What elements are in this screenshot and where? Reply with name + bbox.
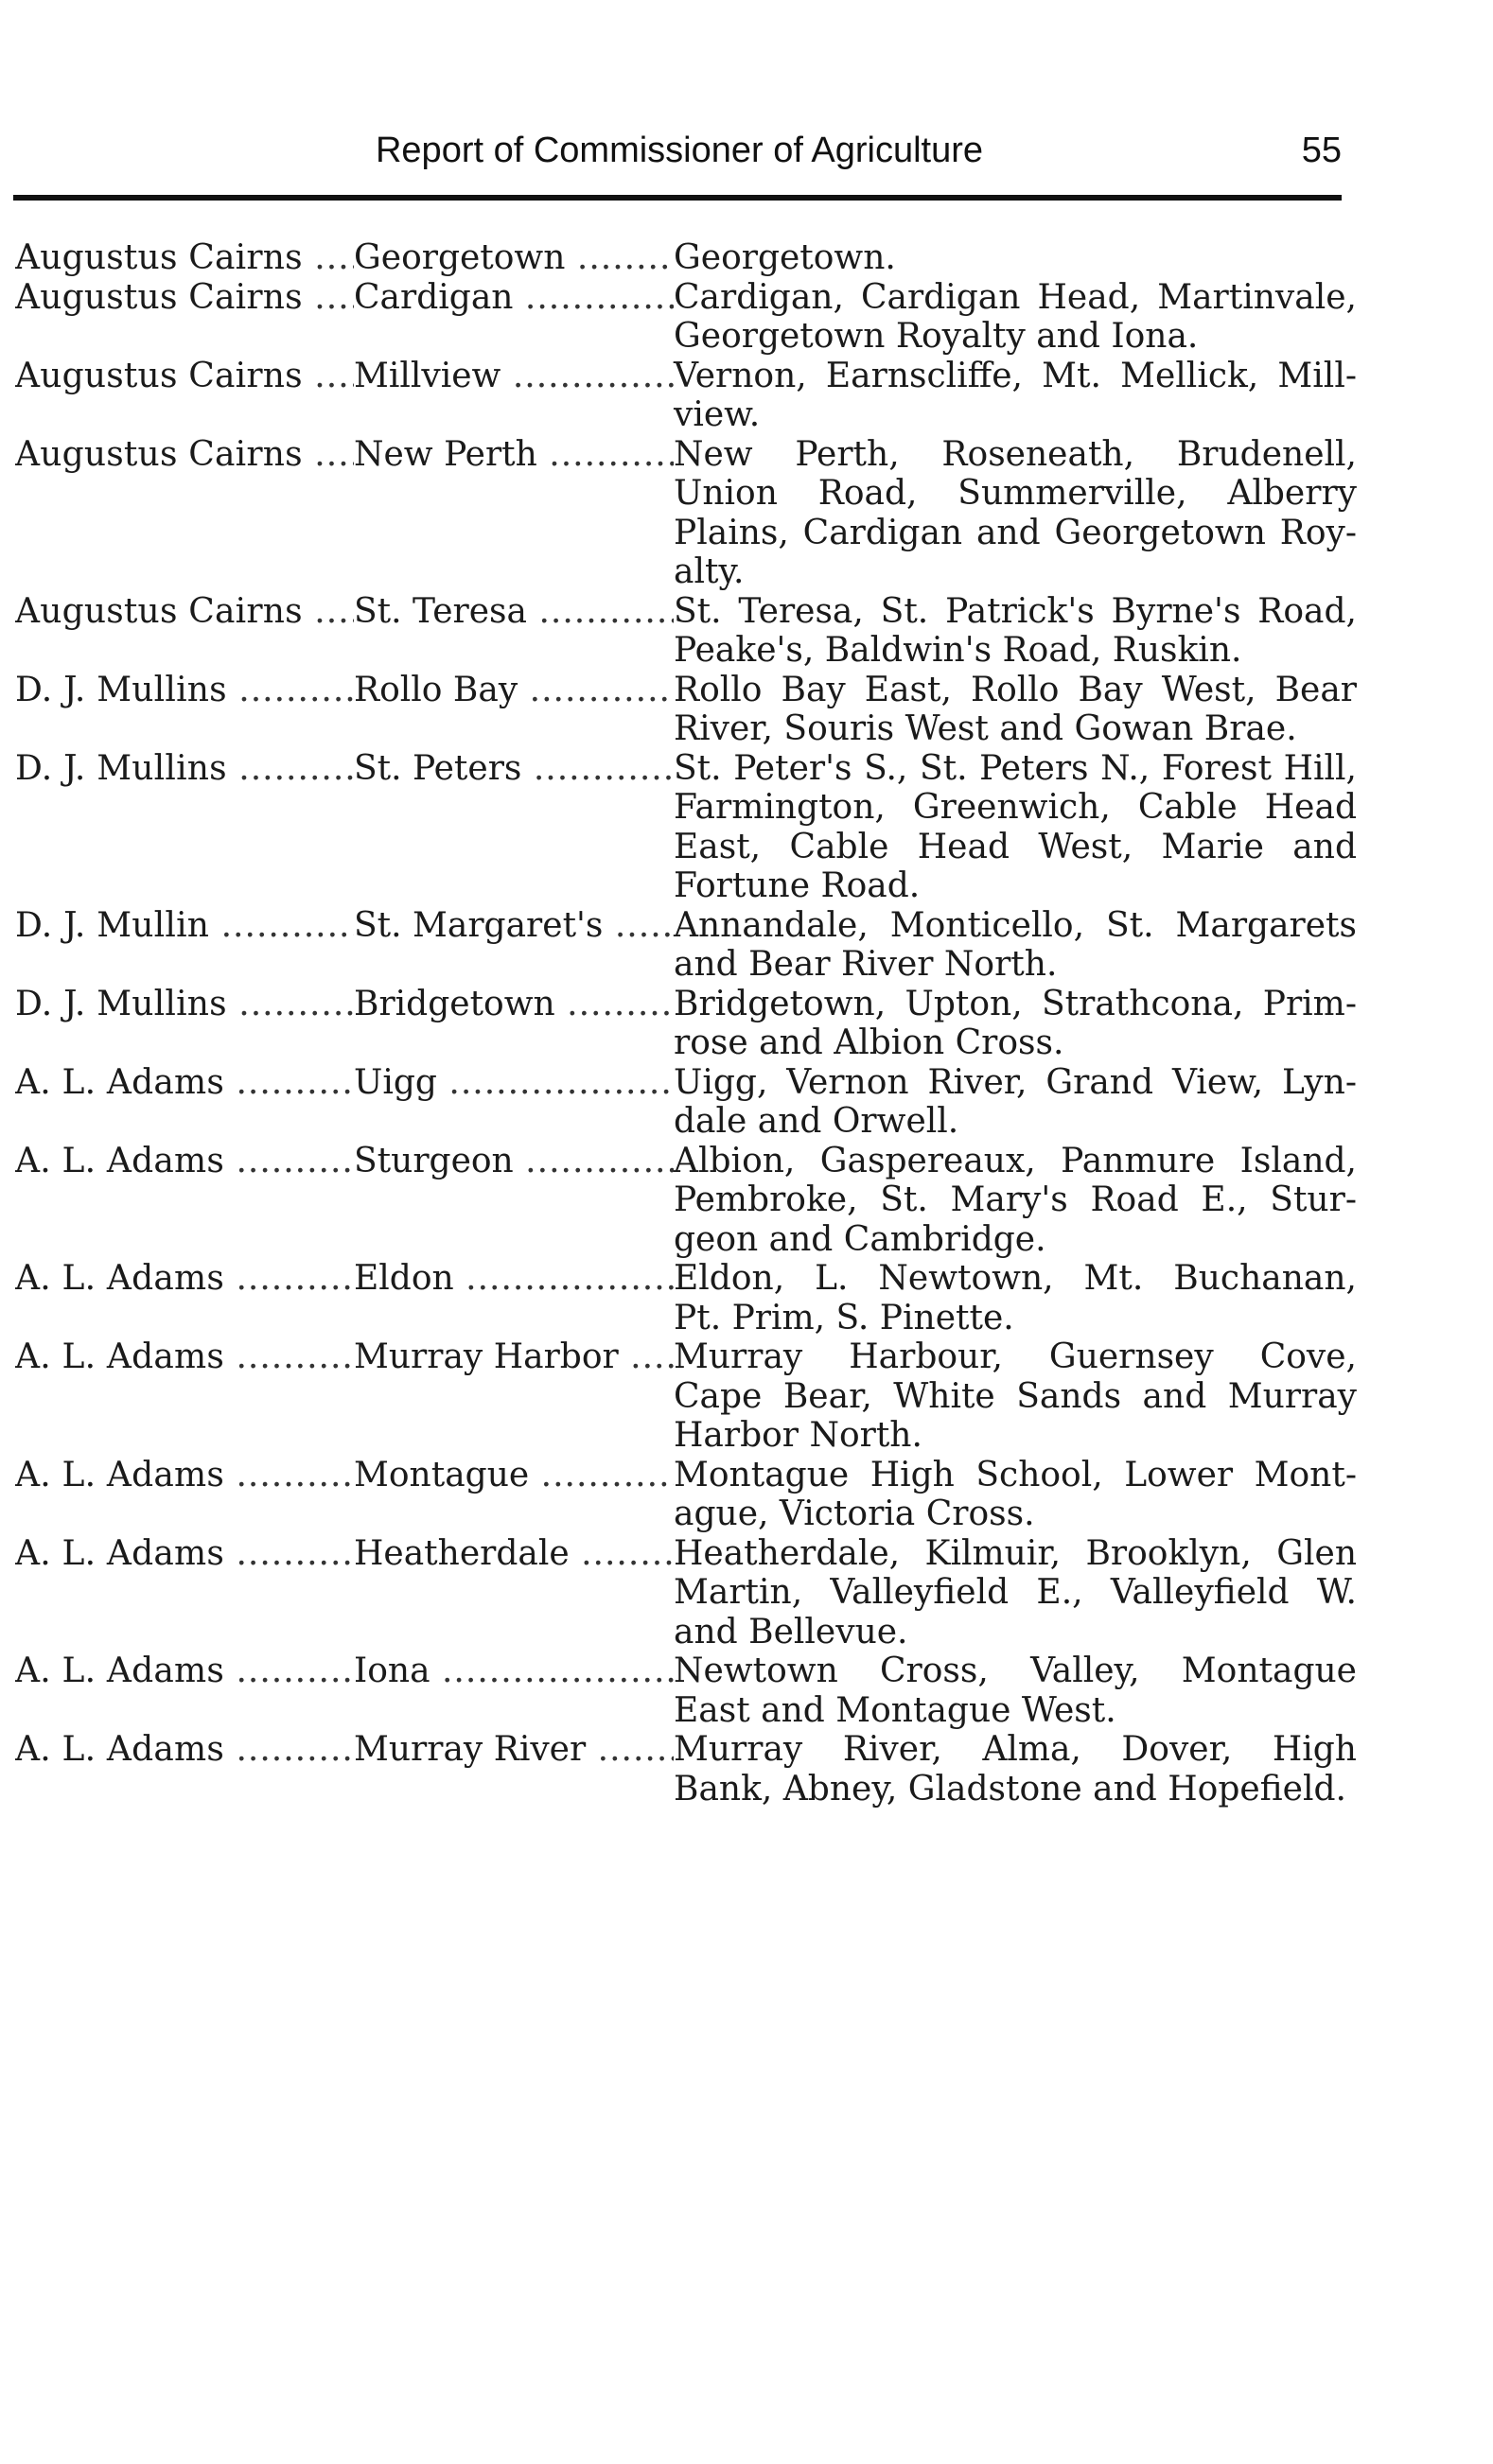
district-line: Plains, Cardigan and Georgetown Roy- bbox=[674, 513, 1357, 552]
page-number: 55 bbox=[1301, 131, 1342, 170]
district-line: dale and Orwell. bbox=[674, 1102, 959, 1141]
station-name: Sturgeon ..... bbox=[354, 1142, 674, 1181]
station-name: Murray Harbor ..... bbox=[354, 1337, 674, 1377]
station-name: Millview ..... bbox=[354, 357, 674, 396]
agent-name: D. J. Mullins ..... bbox=[15, 671, 354, 710]
district-list bbox=[674, 1651, 1357, 1730]
station-name: Iona ..... bbox=[354, 1651, 674, 1691]
district-line: and Bellevue. bbox=[674, 1612, 908, 1651]
district-line: St. Teresa, St. Patrick's Byrne's Road, bbox=[674, 591, 1357, 631]
district-line: Murray River, Alma, Dover, High bbox=[674, 1730, 1357, 1769]
entry-list bbox=[15, 238, 1370, 1809]
district-line: alty. bbox=[674, 552, 745, 591]
list-item bbox=[15, 238, 1370, 278]
district-list bbox=[674, 278, 1357, 357]
district-list bbox=[674, 238, 1357, 278]
agent-name: A. L. Adams ..... bbox=[15, 1063, 354, 1103]
page-title: Report of Commissioner of Agriculture bbox=[375, 131, 984, 170]
agent-name: A. L. Adams ..... bbox=[15, 1534, 354, 1574]
agent-name: D. J. Mullin ..... bbox=[15, 906, 354, 946]
station-name: St. Teresa ..... bbox=[354, 592, 674, 632]
district-list bbox=[674, 1142, 1357, 1260]
district-line: New Perth, Roseneath, Brudenell, bbox=[674, 434, 1357, 474]
list-item bbox=[15, 592, 1370, 671]
district-line: Union Road, Summerville, Alberry bbox=[674, 474, 1357, 513]
district-line: Bridgetown, Upton, Strathcona, Prim- bbox=[674, 984, 1357, 1023]
list-item bbox=[15, 1142, 1370, 1260]
district-line: Albion, Gaspereaux, Panmure Island, bbox=[674, 1141, 1357, 1180]
station-name: New Perth ..... bbox=[354, 435, 674, 475]
list-item bbox=[15, 1730, 1370, 1809]
agent-name: A. L. Adams ..... bbox=[15, 1456, 354, 1495]
station-name: Eldon ..... bbox=[354, 1259, 674, 1299]
district-line: Cardigan, Cardigan Head, Martinvale, bbox=[674, 277, 1357, 317]
district-line: Peake's, Baldwin's Road, Ruskin. bbox=[674, 631, 1242, 670]
list-item bbox=[15, 278, 1370, 357]
district-line: Murray Harbour, Guernsey Cove, bbox=[674, 1337, 1357, 1376]
list-item bbox=[15, 985, 1370, 1063]
district-line: Montague High School, Lower Mont- bbox=[674, 1455, 1357, 1494]
agent-name: Augustus Cairns ..... bbox=[15, 357, 354, 396]
district-list bbox=[674, 592, 1357, 671]
station-name: St. Margaret's ..... bbox=[354, 906, 674, 946]
station-name: Cardigan ..... bbox=[354, 278, 674, 318]
district-line: River, Souris West and Gowan Brae. bbox=[674, 709, 1297, 748]
district-line: Vernon, Earnscliffe, Mt. Mellick, Mill- bbox=[674, 356, 1357, 395]
district-line: Annandale, Monticello, St. Margarets bbox=[674, 905, 1357, 945]
district-list bbox=[674, 1730, 1357, 1809]
district-list bbox=[674, 1534, 1357, 1652]
agent-name: A. L. Adams ..... bbox=[15, 1142, 354, 1181]
station-name: Montague ..... bbox=[354, 1456, 674, 1495]
station-name: Murray River ..... bbox=[354, 1730, 674, 1770]
list-item bbox=[15, 906, 1370, 985]
list-item bbox=[15, 357, 1370, 435]
district-line: Fortune Road. bbox=[674, 866, 921, 905]
station-name: Bridgetown ..... bbox=[354, 985, 674, 1024]
agent-name: A. L. Adams ..... bbox=[15, 1651, 354, 1691]
district-list bbox=[674, 985, 1357, 1063]
district-line: and Bear River North. bbox=[674, 945, 1058, 984]
district-list bbox=[674, 435, 1357, 592]
list-item bbox=[15, 435, 1370, 592]
list-item bbox=[15, 1063, 1370, 1142]
district-line: Newtown Cross, Valley, Montague bbox=[674, 1651, 1357, 1690]
agent-name: Augustus Cairns ..... bbox=[15, 278, 354, 318]
agent-name: A. L. Adams ..... bbox=[15, 1337, 354, 1377]
agent-name: Augustus Cairns ..... bbox=[15, 592, 354, 632]
station-name: Georgetown ..... bbox=[354, 238, 674, 278]
district-line: Pt. Prim, S. Pinette. bbox=[674, 1298, 1014, 1337]
district-line: Rollo Bay East, Rollo Bay West, Bear bbox=[674, 670, 1357, 709]
district-line: Eldon, L. Newtown, Mt. Buchanan, bbox=[674, 1259, 1357, 1298]
header-rule bbox=[13, 195, 1342, 201]
station-name: Heatherdale ..... bbox=[354, 1534, 674, 1574]
district-list bbox=[674, 357, 1357, 435]
list-item bbox=[15, 1651, 1370, 1730]
district-line: Farmington, Greenwich, Cable Head bbox=[674, 788, 1357, 827]
district-line: Cape Bear, White Sands and Murray bbox=[674, 1376, 1357, 1416]
agent-name: A. L. Adams ..... bbox=[15, 1259, 354, 1299]
district-line: Uigg, Vernon River, Grand View, Lyn- bbox=[674, 1062, 1357, 1102]
list-item bbox=[15, 1337, 1370, 1456]
district-list bbox=[674, 1337, 1357, 1456]
district-list bbox=[674, 1063, 1357, 1142]
district-line: Pembroke, St. Mary's Road E., Stur- bbox=[674, 1180, 1357, 1219]
list-item bbox=[15, 671, 1370, 749]
district-line: Georgetown. bbox=[674, 238, 896, 277]
district-line: view. bbox=[674, 395, 761, 434]
district-line: St. Peter's S., St. Peters N., Forest Hill, bbox=[674, 748, 1357, 788]
district-line: Heatherdale, Kilmuir, Brooklyn, Glen bbox=[674, 1533, 1357, 1573]
agent-name: A. L. Adams ..... bbox=[15, 1730, 354, 1770]
district-list bbox=[674, 906, 1357, 985]
agent-name: Augustus Cairns ..... bbox=[15, 435, 354, 475]
district-line: East and Montague West. bbox=[674, 1690, 1116, 1730]
district-list bbox=[674, 749, 1357, 906]
district-list bbox=[674, 1259, 1357, 1337]
station-name: St. Peters ..... bbox=[354, 749, 674, 789]
list-item bbox=[15, 1259, 1370, 1337]
district-line: geon and Cambridge. bbox=[674, 1219, 1046, 1259]
district-line: Harbor North. bbox=[674, 1416, 922, 1455]
district-line: rose and Albion Cross. bbox=[674, 1023, 1064, 1062]
agent-name: Augustus Cairns ..... bbox=[15, 238, 354, 278]
district-line: Georgetown Royalty and Iona. bbox=[674, 317, 1199, 356]
station-name: Rollo Bay ..... bbox=[354, 671, 674, 710]
list-item bbox=[15, 749, 1370, 906]
district-line: ague, Victoria Cross. bbox=[674, 1494, 1035, 1533]
page-header bbox=[17, 125, 1342, 182]
station-name: Uigg ..... bbox=[354, 1063, 674, 1103]
list-item bbox=[15, 1534, 1370, 1652]
district-line: East, Cable Head West, Marie and bbox=[674, 827, 1357, 866]
list-item bbox=[15, 1456, 1370, 1534]
district-line: Bank, Abney, Gladstone and Hopefield. bbox=[674, 1769, 1346, 1809]
district-list bbox=[674, 1456, 1357, 1534]
agent-name: D. J. Mullins ..... bbox=[15, 749, 354, 789]
district-list bbox=[674, 671, 1357, 749]
agent-name: D. J. Mullins ..... bbox=[15, 985, 354, 1024]
district-line: Martin, Valleyfield E., Valleyfield W. bbox=[674, 1573, 1357, 1612]
